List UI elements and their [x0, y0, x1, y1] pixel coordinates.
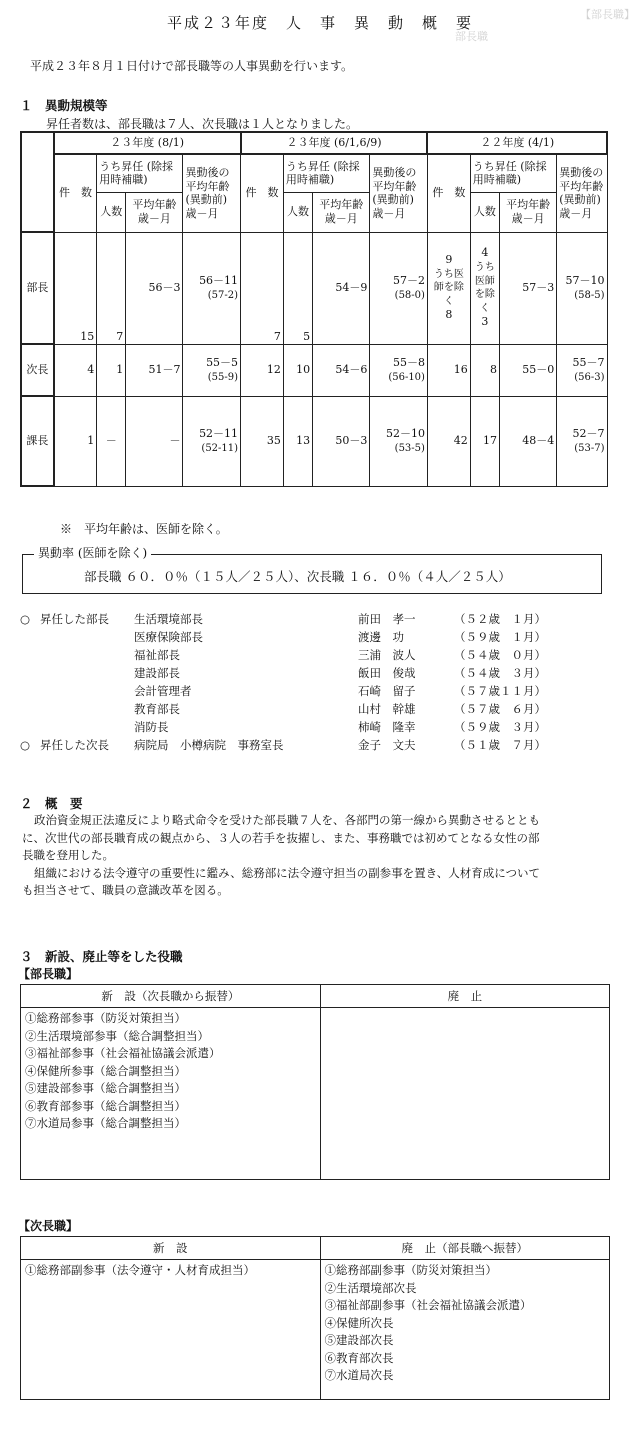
cell-promo-age: 54－6 [313, 344, 370, 396]
period-header-2: ２３年度 (6/1,6/9) [241, 132, 428, 154]
col-avg-3: 異動後の平均年齢 (異動前) 歳－月 [557, 154, 607, 232]
intro-text: 平成２３年８月１日付けで部長職等の人事異動を行います。 [30, 59, 354, 73]
list-post: 生活環境部長 [134, 612, 203, 626]
col-promo-age-3: 平均年齢 歳－月 [500, 192, 557, 232]
col-count-2: 件 数 [241, 154, 284, 232]
list-name: 前田 孝一 [358, 612, 416, 626]
cell-count: 15 [54, 232, 97, 344]
cell-promo-age: － [126, 396, 183, 486]
cell-promo: 7 [97, 232, 126, 344]
cell-promo-age: 56－3 [126, 232, 183, 344]
bucho-label: 【部長職】 [18, 967, 79, 981]
list-group [40, 720, 134, 735]
cell-count: 8 [445, 308, 453, 322]
list-age: （５７歳 ６月） [454, 702, 546, 716]
list-age: （５１歳 ７月） [454, 738, 546, 752]
list-post: 病院局 小樽病院 事務室長 [134, 738, 284, 752]
list-item: ①総務部参事（防災対策担当） [25, 1011, 186, 1025]
section2-heading: ２ 概 要 [20, 796, 83, 811]
section1-summary: 昇任者数は、部長職は７人、次長職は１人となりました。 [46, 117, 359, 131]
cell-avg: 52－11 [199, 426, 239, 440]
list-name: 金子 文夫 [358, 738, 416, 752]
list-item: ⑥教育部次長 [324, 1350, 394, 1365]
rate-text: 部長職 ６０．０％（１５人／２５人）、次長職 １６．０％（４人／２５人） [84, 569, 511, 584]
cell-promo: － [97, 396, 126, 486]
col-promo-2: うち昇任 (除採用時補職) [283, 154, 369, 192]
cell-count: 7 [241, 232, 284, 344]
cell-prev: (57-2) [207, 289, 239, 301]
period-header-1: ２３年度 (8/1) [54, 132, 241, 154]
table-row [21, 396, 607, 486]
row-label-kacho: 課長 [21, 396, 54, 486]
cell-prev: (56-10) [388, 371, 425, 383]
list-item: ①総務部副参事（法令遵守・人材育成担当） [25, 1263, 255, 1277]
table-note: ※ 平均年齢は、医師を除く。 [60, 522, 228, 536]
list-name: 柿崎 隆幸 [358, 720, 416, 734]
col-promo-age-2: 平均年齢 歳－月 [313, 192, 370, 232]
page-title: 平成２３年度 人 事 異 動 概 要 [166, 14, 473, 32]
list-name: 石崎 留子 [358, 684, 416, 698]
list-group [40, 684, 134, 699]
cell-count: 35 [241, 396, 284, 486]
cell-promo: 8 [470, 344, 499, 396]
list-name: 飯田 俊哉 [358, 666, 416, 680]
cell-count: 42 [427, 396, 470, 486]
cell-promo-age: 50－3 [313, 396, 370, 486]
rate-label: 異動率 (医師を除く) [34, 544, 151, 561]
cell-avg: 57－10 [565, 273, 605, 287]
table-row [21, 344, 607, 396]
list-item: ②生活環境部参事（総合調整担当） [25, 1028, 209, 1043]
paragraph-line: も担当させて、職員の意識改革を図る。 [22, 883, 229, 897]
cell-promo: 5 [283, 232, 312, 344]
col-count-1: 件 数 [54, 154, 97, 232]
cell-promo-age: 57－3 [500, 232, 557, 344]
bucho-change-table [20, 984, 610, 1180]
cell-promo-age: 54－9 [313, 232, 370, 344]
cell-promo-top: 4 [481, 246, 489, 260]
list-item: ⑥教育部参事（総合調整担当） [25, 1098, 186, 1113]
list-marker: ○ [20, 612, 31, 626]
list-marker [20, 666, 40, 681]
jicho-new-header: 新 設 [21, 1237, 321, 1260]
cell-count: 12 [241, 344, 284, 396]
col-promo-age-1: 平均年齢 歳－月 [126, 192, 183, 232]
cell-avg: 56－11 [199, 273, 239, 287]
list-item: ⑦水道局次長 [324, 1368, 394, 1382]
list-age: （５２歳 １月） [454, 612, 546, 626]
jicho-label: 【次長職】 [18, 1219, 79, 1233]
list-marker [20, 702, 40, 717]
cell-avg: 57－2 [392, 273, 425, 287]
ghost-header-left: 部長職 [455, 30, 488, 43]
paragraph-line: 政治資金規正法違反により略式命令を受けた部長職７人を、各部門の第一線から異動させるととも [34, 813, 540, 827]
list-age: （５４歳 ０月） [454, 648, 546, 662]
cell-prev: (52-11) [201, 442, 239, 454]
paragraph-line: 長職を登用した。 [22, 848, 114, 862]
jicho-change-table [20, 1236, 610, 1400]
list-group [40, 630, 134, 645]
cell-avg: 55－8 [392, 355, 425, 369]
list-post: 福祉部長 [134, 648, 180, 662]
cell-prev: (58-0) [394, 289, 425, 301]
cell-promo: 3 [481, 315, 489, 328]
list-post: 教育部長 [134, 702, 180, 716]
period-header-3: ２２年度 (4/1) [427, 132, 607, 154]
list-item: ③福祉部副参事（社会福祉協議会派遣） [324, 1298, 532, 1312]
col-promo-3: うち昇任 (除採用時補職) [470, 154, 556, 192]
list-age: （５７歳１１月） [454, 684, 546, 698]
list-post: 消防長 [134, 720, 169, 734]
list-item: ③福祉部参事（社会福祉協議会派遣） [25, 1046, 221, 1060]
row-label-bucho: 部長 [21, 232, 54, 344]
list-marker [20, 630, 40, 645]
cell-avg: 52－7 [572, 426, 605, 440]
paragraph-line: に、次世代の部長職育成の観点から、３人の若手を抜擢し、また、事務職では初めてとなる女性の部 [22, 830, 540, 845]
list-item: ⑤建設部参事（総合調整担当） [25, 1081, 186, 1095]
cell-prev: (53-5) [394, 442, 425, 454]
list-item: ⑤建設部次長 [324, 1333, 394, 1347]
list-item: ④保健所参事（総合調整担当） [25, 1063, 186, 1078]
row-label-jicho: 次長 [21, 344, 54, 396]
stats-table [20, 131, 608, 487]
bucho-abolish-header: 廃 止 [320, 985, 609, 1008]
table-row [21, 232, 607, 344]
cell-promo: 10 [283, 344, 312, 396]
list-post: 会計管理者 [134, 684, 192, 698]
col-promo-1: うち昇任 (除採用時補職) [97, 154, 183, 192]
cell-promo: 13 [283, 396, 312, 486]
list-name: 山村 幹雄 [358, 702, 416, 716]
list-group [40, 648, 134, 663]
list-post: 医療保険部長 [134, 630, 203, 644]
list-age: （５９歳 ３月） [454, 720, 546, 734]
paragraph-line: 組織における法令遵守の重要性に鑑み、総務部に法令遵守担当の副参事を置き、人材育成について [34, 865, 540, 880]
bucho-new-header: 新 設（次長職から振替） [21, 985, 321, 1008]
section1-heading: １ 異動規模等 [20, 98, 108, 113]
cell-prev: (55-9) [207, 371, 239, 383]
col-people-1: 人数 [97, 192, 126, 232]
list-age: （５９歳 １月） [454, 630, 546, 644]
col-avg-1: 異動後の平均年齢 (異動前) 歳－月 [183, 154, 241, 232]
list-name: 渡邊 功 [358, 630, 404, 644]
cell-promo-age: 55－0 [500, 344, 557, 396]
ghost-header-right: 【部長職】 [580, 8, 635, 21]
bucho-abolish-cell [320, 1008, 609, 1180]
list-item: ②生活環境部次長 [324, 1280, 417, 1295]
col-people-2: 人数 [283, 192, 312, 232]
cell-avg: 52－10 [385, 426, 425, 440]
cell-promo: 1 [97, 344, 126, 396]
list-item: ①総務部副参事（防災対策担当） [324, 1263, 498, 1277]
list-group [40, 666, 134, 681]
list-marker [20, 648, 40, 663]
cell-count-note: うち医師を除く [433, 268, 464, 307]
list-age: （５４歳 ３月） [454, 666, 546, 680]
cell-prev: (58-5) [574, 289, 605, 301]
corner-cell [21, 132, 54, 232]
cell-promo: 17 [470, 396, 499, 486]
cell-count: 16 [427, 344, 470, 396]
list-group [40, 702, 134, 717]
list-marker [20, 720, 40, 735]
col-avg-2: 異動後の平均年齢 (異動前) 歳－月 [370, 154, 428, 232]
list-group: 昇任した部長 [40, 612, 109, 626]
cell-avg: 55－5 [206, 355, 239, 369]
list-marker: ○ [20, 738, 31, 752]
col-people-3: 人数 [470, 192, 499, 232]
cell-promo-age: 51－7 [126, 344, 183, 396]
list-item: ⑦水道局参事（総合調整担当） [25, 1116, 186, 1130]
section2-body [22, 812, 622, 900]
list-name: 三浦 波人 [358, 648, 416, 662]
cell-count: 1 [54, 396, 97, 486]
cell-count-top: 9 [445, 252, 453, 266]
promoted-list [20, 612, 620, 753]
cell-avg: 55－7 [572, 355, 605, 369]
jicho-abolish-header: 廃 止（部長職へ振替） [320, 1237, 609, 1260]
cell-prev: (53-7) [574, 442, 605, 454]
section3-heading: ３ 新設、廃止等をした役職 [20, 949, 183, 964]
list-post: 建設部長 [134, 666, 180, 680]
col-count-3: 件 数 [427, 154, 470, 232]
cell-prev: (56-3) [574, 371, 605, 383]
list-item: ④保健所次長 [324, 1315, 394, 1330]
list-marker [20, 684, 40, 699]
cell-count: 4 [54, 344, 97, 396]
cell-promo-age: 48－4 [500, 396, 557, 486]
cell-promo-note: うち医師を除く [474, 262, 495, 314]
list-group: 昇任した次長 [40, 738, 109, 752]
